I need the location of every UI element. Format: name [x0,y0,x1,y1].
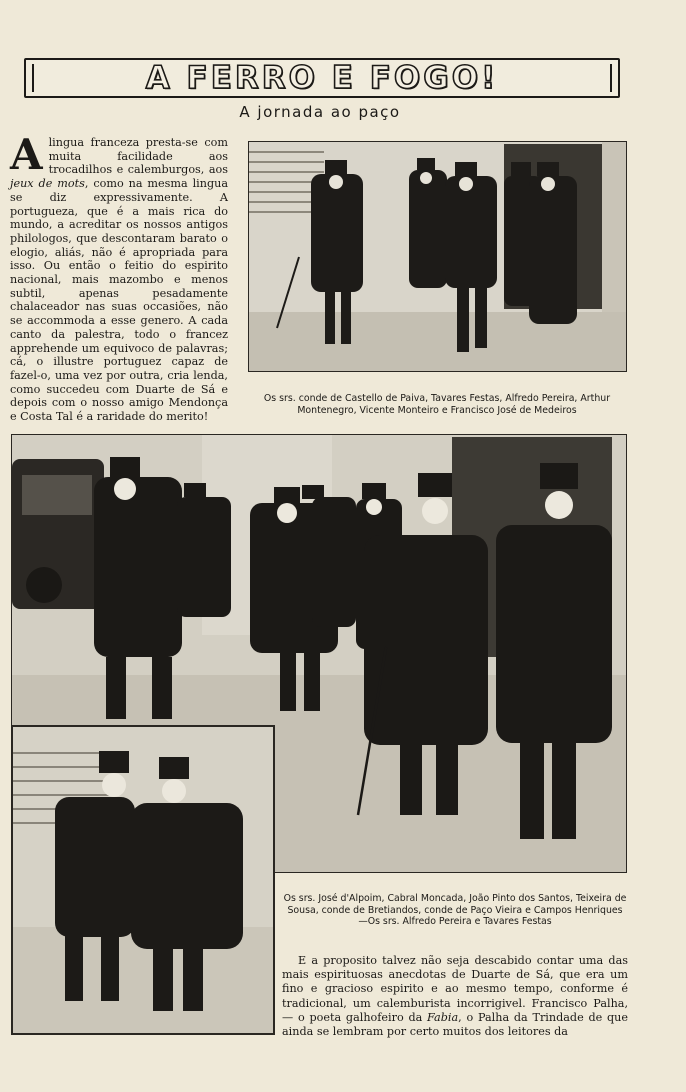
page-title: A FERRO E FOGO! [145,59,499,96]
article-intro-column [10,130,228,424]
intro-text-part2: , como na mesma lingua se diz expressivamente. A portugueza, que é a mais rica do mundo, a acreditar os nossos antigos philologos, que descontaram barato o elogio, aliás, não é apropriada para isso. Ou então o feitio do espirito nacional, mais mazombo e menos subtil, apenas pesadamente chalaceador nas suas occasiões, não se accommoda a esse genero. A cada canto da palestra, todo o francez apprehende um equivoco de palavras; cá, o illustre portuguez capaz de fazel-o, uma vez por outra, cria lenda, como succedeu com Duarte de Sá e depois com o nosso amigo Mendonça e Costa Tal é a raridade do merito! [10,177,228,424]
caption-photo-top: Os srs. conde de Castello de Paiva, Tavares Festas, Alfredo Pereira, Arthur Montenegro, Vicente Monteiro e Francisco José de Medeiros [263,393,611,416]
drop-cap: A [10,130,43,179]
caption-small-text: —Os srs. Alfredo Pereira e Tavares Festas [358,916,552,927]
continuation-part2: , o Palha da Trindade de que ainda se lembram por certo muitos dos leitores da [282,1010,628,1039]
intro-text-part1: lingua franceza presta-se com muita facilidade aos trocadilhos e calemburgos, aos [48,136,228,177]
continuation-part1: E a proposito talvez não seja descabido contar uma das mais espirituosas anecdotas de Duarte de Sá, que era um fino e gracioso espirito e ao mesmo tempo, conforme é tradicional, um calemburista incorrigivel. Francisco Palha, — o poeta galhofeiro da [282,954,628,1024]
photo-top-illustration [249,142,626,371]
article-subtitle: A jornada ao paço [239,103,401,121]
photo-small-inset [11,725,275,1035]
caption-photo-large [282,893,628,928]
photo-top-group [248,141,627,372]
intro-text-italic: jeux de mots [10,177,85,191]
continuation-italic: Fabia [427,1010,459,1024]
photo-small-illustration [13,727,273,1033]
masthead-banner [24,58,620,98]
caption-large-text: Os srs. José d'Alpoim, Cabral Moncada, João Pinto dos Santos, Teixeira de Sousa, conde de Bretiandos, conde de Paço Vieira e Campos Henriques [283,893,627,916]
article-continuation [282,954,628,1039]
